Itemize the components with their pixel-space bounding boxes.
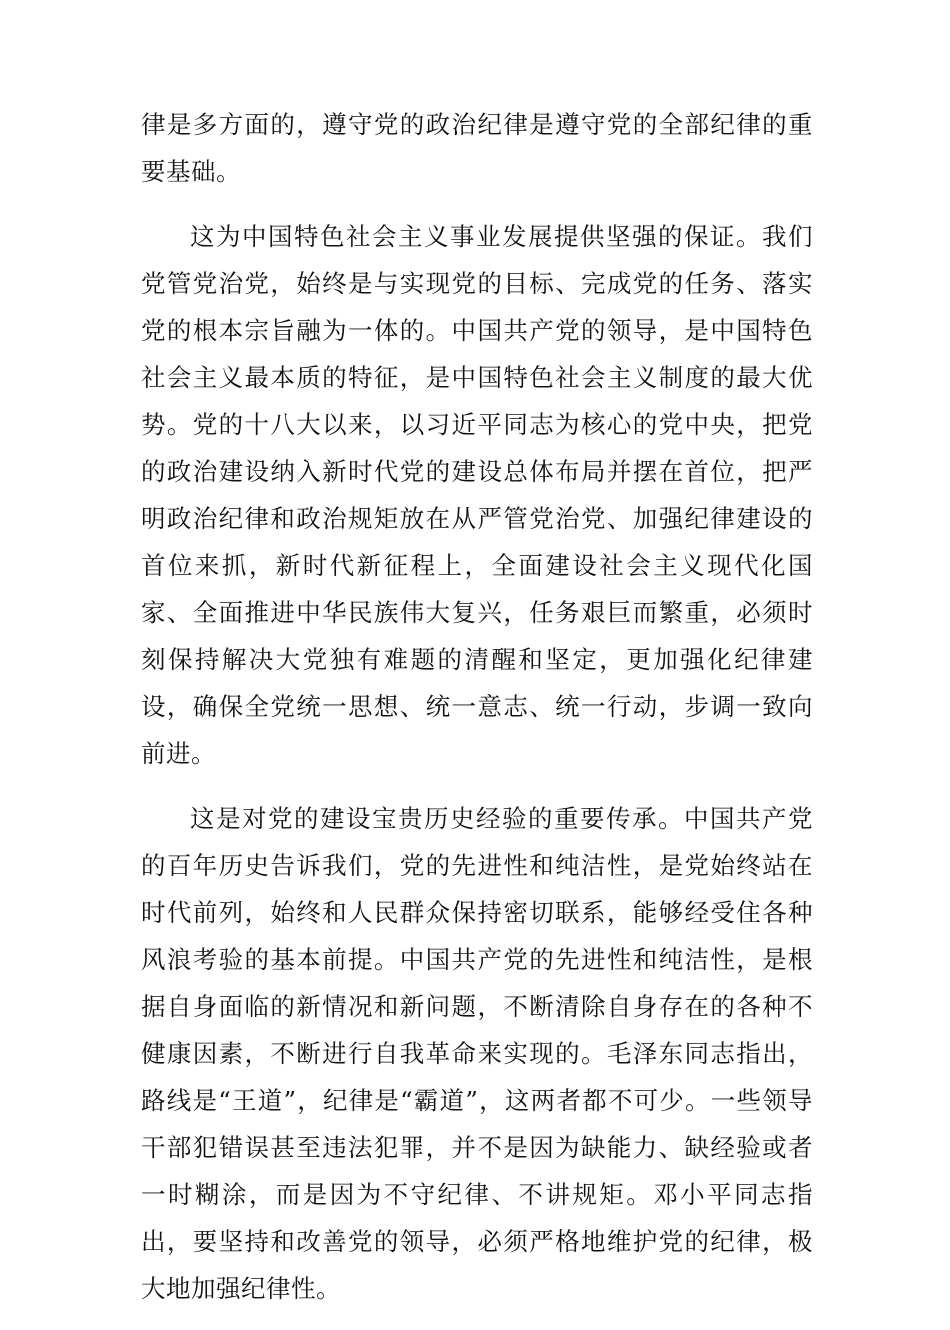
paragraph-continued: 律是多方面的，遵守党的政治纪律是遵守党的全部纪律的重要基础。	[141, 110, 813, 186]
paragraph: 这是对党的建设宝贵历史经验的重要传承。中国共产党的百年历史告诉我们，党的先进性和纯洁性，是党始终站在时代前列，始终和人民群众保持密切联系，能够经受住各种风浪考验的基本前提。中国共产党的先进性和纯洁性，是根据自身面临的新情况和新问题，不断清除自身存在的各种不健康因素，不断进行自我革命来实现的。毛泽东同志指出，路线是“王道”，纪律是“霸道”，这两者都不可少。一些领导干部犯错误甚至违法犯罪，并不是因为缺能力、缺经验或者一时糊涂，而是因为不守纪律、不讲规矩。邓小平同志指出，要坚持和改善党的领导，必须严格地维护党的纪律，极大地加强纪律性。	[141, 804, 813, 1303]
document-body	[141, 101, 813, 1330]
paragraph: 这为中国特色社会主义事业发展提供坚强的保证。我们党管党治党，始终是与实现党的目标、完成党的任务、落实党的根本宗旨融为一体的。中国共产党的领导，是中国特色社会主义最本质的特征，是中国特色社会主义制度的最大优势。党的十八大以来，以习近平同志为核心的党中央，把党的政治建设纳入新时代党的建设总体布局并摆在首位，把严明政治纪律和政治规矩放在从严管党治党、加强纪律建设的首位来抓，新时代新征程上，全面建设社会主义现代化国家、全面推进中华民族伟大复兴，任务艰巨而繁重，必须时刻保持解决大党独有难题的清醒和坚定，更加强化纪律建设，确保全党统一思想、统一意志、统一行动，步调一致向前进。	[141, 222, 813, 768]
